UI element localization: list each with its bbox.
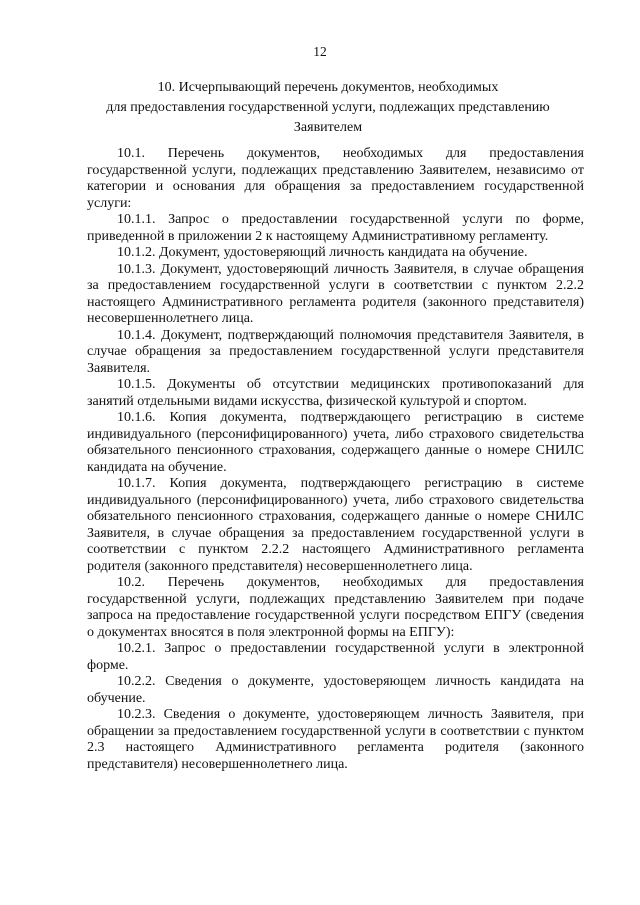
paragraph-10-1-3: 10.1.3. Документ, удостоверяющий личность Заявителя, в случае обращения за предоставлением государственной услуги в соответствии с пунктом 2.2.2 настоящего Административного регламента родителя (законного представителя) несовершеннолетнего лица. — [87, 261, 584, 326]
page-number: 12 — [313, 44, 327, 59]
paragraph-10-1-6: 10.1.6. Копия документа, подтверждающего регистрацию в системе индивидуального (персонифицированного) учета, либо страхового свидетельства обязательного пенсионного страхования, содержащего данные о номере СНИЛС кандидата на обучение. — [87, 410, 584, 475]
paragraph-10-2-1: 10.2.1. Запрос о предоставлении государственной услуги в электронной форме. — [87, 641, 584, 673]
paragraph-10-1-4: 10.1.4. Документ, подтверждающий полномочия представителя Заявителя, в случае обращения за предоставлением государственной услуги представителя Заявителя. — [87, 327, 584, 376]
paragraph-10-2-3: 10.2.3. Сведения о документе, удостоверяющем личность Заявителя, при обращении за предоставлением государственной услуги в соответствии с пунктом 2.3 настоящего Административного регламента родителя (законного представителя) несовершеннолетнего лица. — [87, 707, 584, 772]
paragraph-10-1-7: 10.1.7. Копия документа, подтверждающего регистрацию в системе индивидуального (персонифицированного) учета, либо страхового свидетельства обязательного пенсионного страхования, содержащего данные о номере СНИЛС Заявителя, в случае обращения за предоставлением государственной услуги в соответствии с пунктом 2.2.2 настоящего Административного регламента родителя (законного представителя) несовершеннолетнего лица. — [87, 476, 584, 574]
paragraph-10-1: 10.1. Перечень документов, необходимых для предоставления государственной услуги, подлежащих представлению Заявителем, независимо от категории и основания для обращения за предоставлением государственной услуги: — [87, 146, 584, 211]
paragraph-10-2-2: 10.2.2. Сведения о документе, удостоверяющем личность кандидата на обучение. — [87, 674, 584, 706]
paragraph-10-1-5: 10.1.5. Документы об отсутствии медицинских противопоказаний для занятий отдельными видами искусства, физической культурой и спортом. — [87, 377, 584, 409]
paragraph-10-1-1: 10.1.1. Запрос о предоставлении государственной услуги по форме, приведенной в приложении 2 к настоящему Административному регламенту. — [87, 212, 584, 244]
heading-line-2: для предоставления государственной услуги, подлежащих представлению — [106, 100, 550, 115]
heading-line-1: 10. Исчерпывающий перечень документов, необходимых — [157, 80, 499, 95]
document-body — [87, 146, 584, 773]
section-heading — [86, 78, 570, 138]
paragraph-10-1-2: 10.1.2. Документ, удостоверяющий личность кандидата на обучение. — [117, 245, 528, 260]
paragraph-10-2: 10.2. Перечень документов, необходимых для предоставления государственной услуги, подлежащих представлению Заявителем при подаче запроса на предоставление государственной услуги посредством ЕПГУ (сведения о документах вносятся в поля электронной формы на ЕПГУ): — [87, 575, 584, 640]
heading-line-3: Заявителем — [293, 120, 363, 135]
